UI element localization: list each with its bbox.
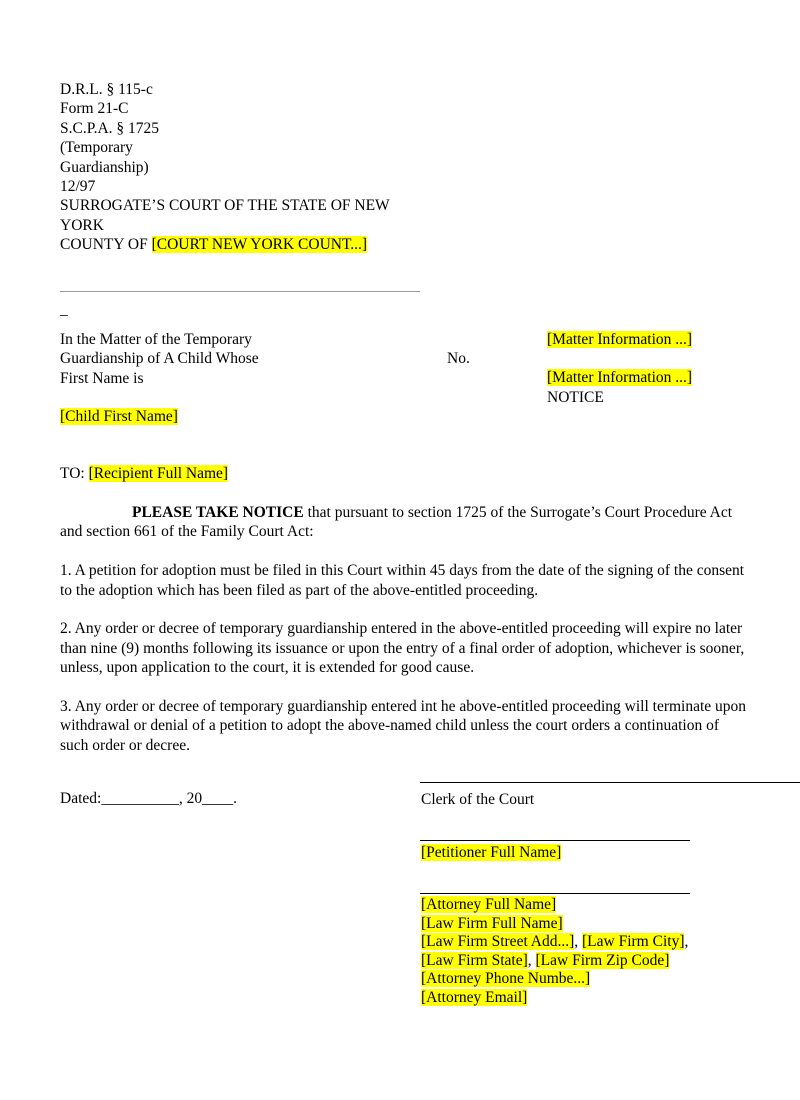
caption-divider-rule — [60, 291, 420, 292]
attorney-signature-rule — [420, 893, 690, 894]
attorney-name-row — [421, 896, 761, 915]
attorney-information-block — [421, 896, 761, 1008]
attorney-full-name-field[interactable]: [Attorney Full Name] — [421, 896, 557, 913]
street-city-separator: , — [574, 933, 583, 951]
caption-matter-description — [60, 330, 440, 388]
attorney-phone-number-field[interactable]: [Attorney Phone Numbe...] — [421, 970, 591, 988]
attorney-email-field[interactable]: [Attorney Email] — [421, 988, 528, 1006]
law-firm-street-city-row — [421, 933, 761, 952]
recipient-full-name-field[interactable]: [Recipient Full Name] — [88, 465, 229, 482]
caption-line-1: In the Matter of the Temporary — [60, 331, 252, 348]
header-line-court-name: SURROGATE’S COURT OF THE STATE OF NEW — [60, 197, 390, 215]
caption-line-2: Guardianship of A Child Whose — [60, 350, 259, 368]
petitioner-signature-rule — [420, 840, 690, 841]
header-line-revision-date: 12/97 — [60, 178, 96, 196]
law-firm-street-address-field[interactable]: [Law Firm Street Add...] — [421, 933, 575, 951]
law-firm-city-field[interactable]: [Law Firm City] — [582, 933, 685, 951]
law-firm-state-zip-row — [421, 952, 761, 971]
law-firm-full-name-field[interactable]: [Law Firm Full Name] — [421, 914, 563, 932]
matter-information-field-2[interactable]: [Matter Information ...] — [547, 369, 693, 387]
city-trailing-comma: , — [684, 933, 689, 951]
clerk-signature-rule — [420, 782, 800, 783]
header-line-temporary: (Temporary — [60, 139, 133, 157]
county-line — [60, 235, 480, 254]
county-label: COUNTY OF — [60, 236, 152, 254]
attorney-phone-row — [421, 970, 761, 989]
paragraph-3: 3. Any order or decree of temporary guardianship entered int he above-entitled proceeding will terminate upon withdrawal or denial of a petition to adopt the above-named child unless the court orders a continuation of such order or decree. — [60, 698, 747, 754]
lead-paragraph-text: that pursuant to section 1725 of the Surrogate’s Court Procedure Act and section 661 of the Family Court Act: — [60, 504, 733, 541]
to-label: TO: — [60, 465, 89, 482]
header-line-court-state: YORK — [60, 216, 104, 234]
child-first-name-row — [60, 407, 178, 426]
law-firm-name-row — [421, 915, 761, 934]
header-line-scpa: S.C.P.A. § 1725 — [60, 119, 160, 137]
caption-line-3: First Name is — [60, 369, 144, 387]
notice-label: NOTICE — [547, 388, 604, 406]
caption-docket-number-label: No. — [447, 350, 470, 367]
law-firm-state-field[interactable]: [Law Firm State] — [421, 951, 528, 969]
please-take-notice-emphasis: PLEASE TAKE NOTICE — [132, 504, 304, 521]
matter-information-field-1[interactable]: [Matter Information ...] — [547, 331, 693, 348]
caption-dash: _ — [60, 301, 68, 318]
recipient-row — [60, 464, 228, 483]
caption-spacer — [547, 349, 777, 368]
document-header — [60, 80, 480, 255]
lead-paragraph — [60, 503, 750, 542]
paragraph-2: 2. Any order or decree of temporary guardianship entered in the above-entitled proceeding will expire no later than nine (9) months following its issuance or upon the entry of a final order of adoption, whichever is sooner, unless, upon application to the court, it is extended for good cause. — [60, 620, 745, 677]
clerk-of-the-court-label: Clerk of the Court — [421, 791, 535, 808]
state-zip-separator: , — [527, 951, 536, 969]
caption-matter-fields — [547, 330, 777, 407]
header-line-drl: D.R.L. § 115-c — [60, 81, 153, 98]
petitioner-name-row — [421, 843, 561, 862]
attorney-email-row — [421, 989, 761, 1008]
dated-line[interactable]: Dated:__________, 20____. — [60, 790, 237, 807]
child-first-name-field[interactable]: [Child First Name] — [60, 408, 178, 425]
header-line-guardianship: Guardianship) — [60, 158, 149, 176]
paragraph-1: 1. A petition for adoption must be filed in this Court within 45 days from the date of the signing of the consent to the adoption which has been filed as part of the above-entitled proceeding. — [60, 562, 745, 599]
petitioner-full-name-field[interactable]: [Petitioner Full Name] — [421, 844, 562, 861]
law-firm-zip-code-field[interactable]: [Law Firm Zip Code] — [535, 951, 670, 969]
header-line-form: Form 21-C — [60, 100, 129, 118]
county-field[interactable]: [COURT NEW YORK COUNT...] — [151, 236, 368, 254]
notice-body — [60, 503, 750, 775]
